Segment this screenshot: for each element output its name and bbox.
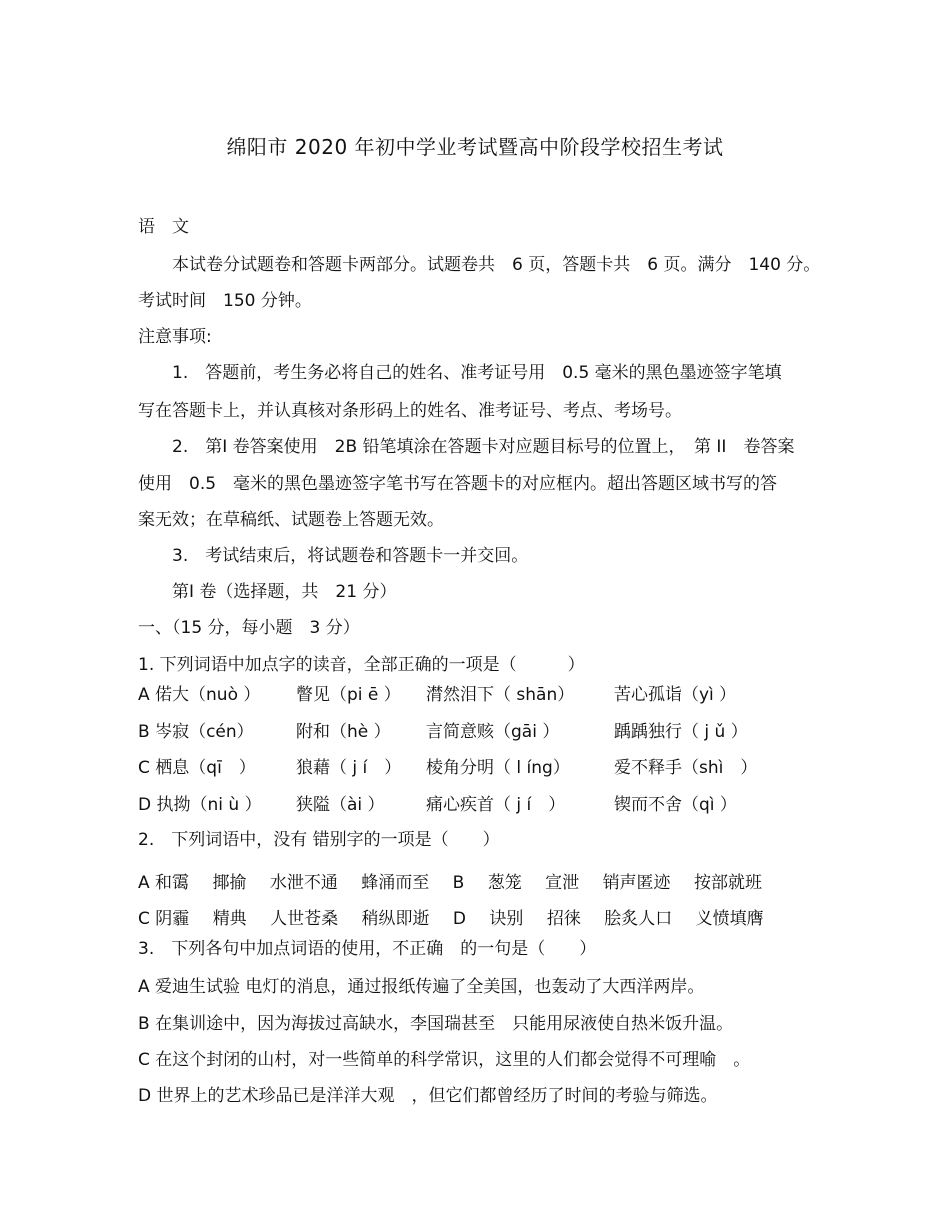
q1-option-item: 潸然泪下（ shān）: [426, 685, 575, 705]
exam-title: 绵阳市 2020 年初中学业考试暨高中阶段学校招生考试: [226, 135, 724, 159]
section1-heading: 一、（15 分，每小题 3 分）: [138, 618, 360, 638]
q2-word: B: [452, 873, 465, 893]
q1-option-item: 狼藉（ j í ）: [296, 758, 402, 778]
q2-word: 义愤填膺: [695, 909, 764, 929]
q1-option-row: [138, 717, 788, 741]
q2-word: 揶揄: [212, 873, 247, 893]
q1-option-item: B 岑寂（cén）: [138, 722, 254, 742]
q2-word: 水泄不通: [269, 873, 338, 893]
q3-option-d: D 世界上的艺术珍品已是洋洋大观 ，但它们都曾经历了时间的考验与筛选。: [138, 1086, 718, 1106]
q1-option-row: [138, 680, 788, 704]
notice-1-line-1: 1. 答题前，考生务必将自己的姓名、准考证号用 0.5 毫米的黑色墨迹签字笔填: [172, 363, 782, 383]
q2-word: 宣泄: [545, 873, 580, 893]
notice-2-line-1: 2. 第Ⅰ 卷答案使用 2B 铅笔填涂在答题卡对应题目标号的位置上， 第 II 卷答案: [172, 437, 795, 457]
part1-heading: 第Ⅰ 卷（选择题，共 21 分）: [172, 582, 397, 602]
notice-2-line-2: 使用 0.5 毫米的黑色墨迹签字笔书写在答题卡的对应框内。超出答题区域书写的答: [138, 474, 778, 494]
q1-option-item: 苦心孤诣（yì ）: [614, 685, 737, 705]
q1-option-item: 棱角分明（ l íng）: [426, 758, 570, 778]
q2-word: 按部就班: [693, 873, 762, 893]
q2-word: 诀别: [489, 909, 524, 929]
q1-option-item: C 栖息（qī ）: [138, 758, 256, 778]
q1-option-row: [138, 790, 788, 814]
q2-word: 稍纵即逝: [361, 909, 430, 929]
q1-option-item: 踽踽独行（ j ǔ ）: [614, 722, 748, 742]
q2-word-row: [138, 868, 780, 893]
q1-option-row: [138, 753, 788, 777]
notice-3: 3. 考试结束后，将试题卷和答题卡一并交回。: [172, 546, 529, 566]
q1-option-item: A 偌大（nuò ）: [138, 685, 261, 705]
q1-option-item: 附和（hè ）: [296, 722, 391, 742]
q2-word: D: [452, 909, 466, 929]
q1-option-item: 狭隘（ài ）: [296, 795, 385, 815]
q2-word: A 和霭: [138, 873, 190, 893]
q3-stem: 3. 下列各句中加点词语的使用，不正确 的一句是（ ）: [138, 939, 597, 959]
q1-option-item: 锲而不舍（qì ）: [614, 795, 737, 815]
notice-2-line-3: 案无效；在草稿纸、试题卷上答题无效。: [138, 510, 444, 530]
notice-1-line-2: 写在答题卡上，并认真核对条形码上的姓名、准考证号、考点、考场号。: [138, 401, 682, 421]
q2-word-row: [138, 904, 782, 929]
q2-word: 葱笼: [487, 873, 522, 893]
q2-word: 蜂涌而至: [361, 873, 430, 893]
q1-option-item: 爱不释手（shì ）: [614, 758, 758, 778]
q2-word: 销声匿迹: [602, 873, 671, 893]
q2-word: 脍炙人口: [604, 909, 673, 929]
intro-line-1: 本试卷分试题卷和答题卡两部分。试题卷共 6 页，答题卡共 6 页。满分 140 分。: [172, 255, 821, 275]
q2-word: 人世苍桑: [270, 909, 339, 929]
q2-word: 精典: [212, 909, 247, 929]
q2-word: 招徕: [546, 909, 581, 929]
q3-option-c: C 在这个封闭的山村，对一些简单的科学常识，这里的人们都会觉得不可理喻 。: [138, 1050, 751, 1070]
q1-option-item: 瞥见（pi ē ）: [296, 685, 401, 705]
q3-option-a: A 爱迪生试验 电灯的消息，通过报纸传遍了全美国，也轰动了大西洋两岸。: [138, 977, 705, 997]
q2-stem: 2. 下列词语中，没有 错别字的一项是（ ）: [138, 830, 500, 850]
q1-option-item: 言简意赅（gāi ）: [426, 722, 560, 742]
intro-line-2: 考试时间 150 分钟。: [138, 291, 312, 311]
q3-option-b: B 在集训途中，因为海拔过高缺水，李国瑞甚至 只能用尿液使自热米饭升温。: [138, 1014, 734, 1034]
subject-label: 语 文: [138, 217, 189, 237]
q1-stem: 1. 下列词语中加点字的读音，全部正确的一项是（ ）: [138, 655, 585, 675]
notice-heading: 注意事项:: [138, 327, 212, 347]
q2-word: C 阴霾: [138, 909, 190, 929]
q1-option-item: 痛心疾首（ j í ）: [426, 795, 566, 815]
q1-option-item: D 执拗（ni ù ）: [138, 795, 262, 815]
